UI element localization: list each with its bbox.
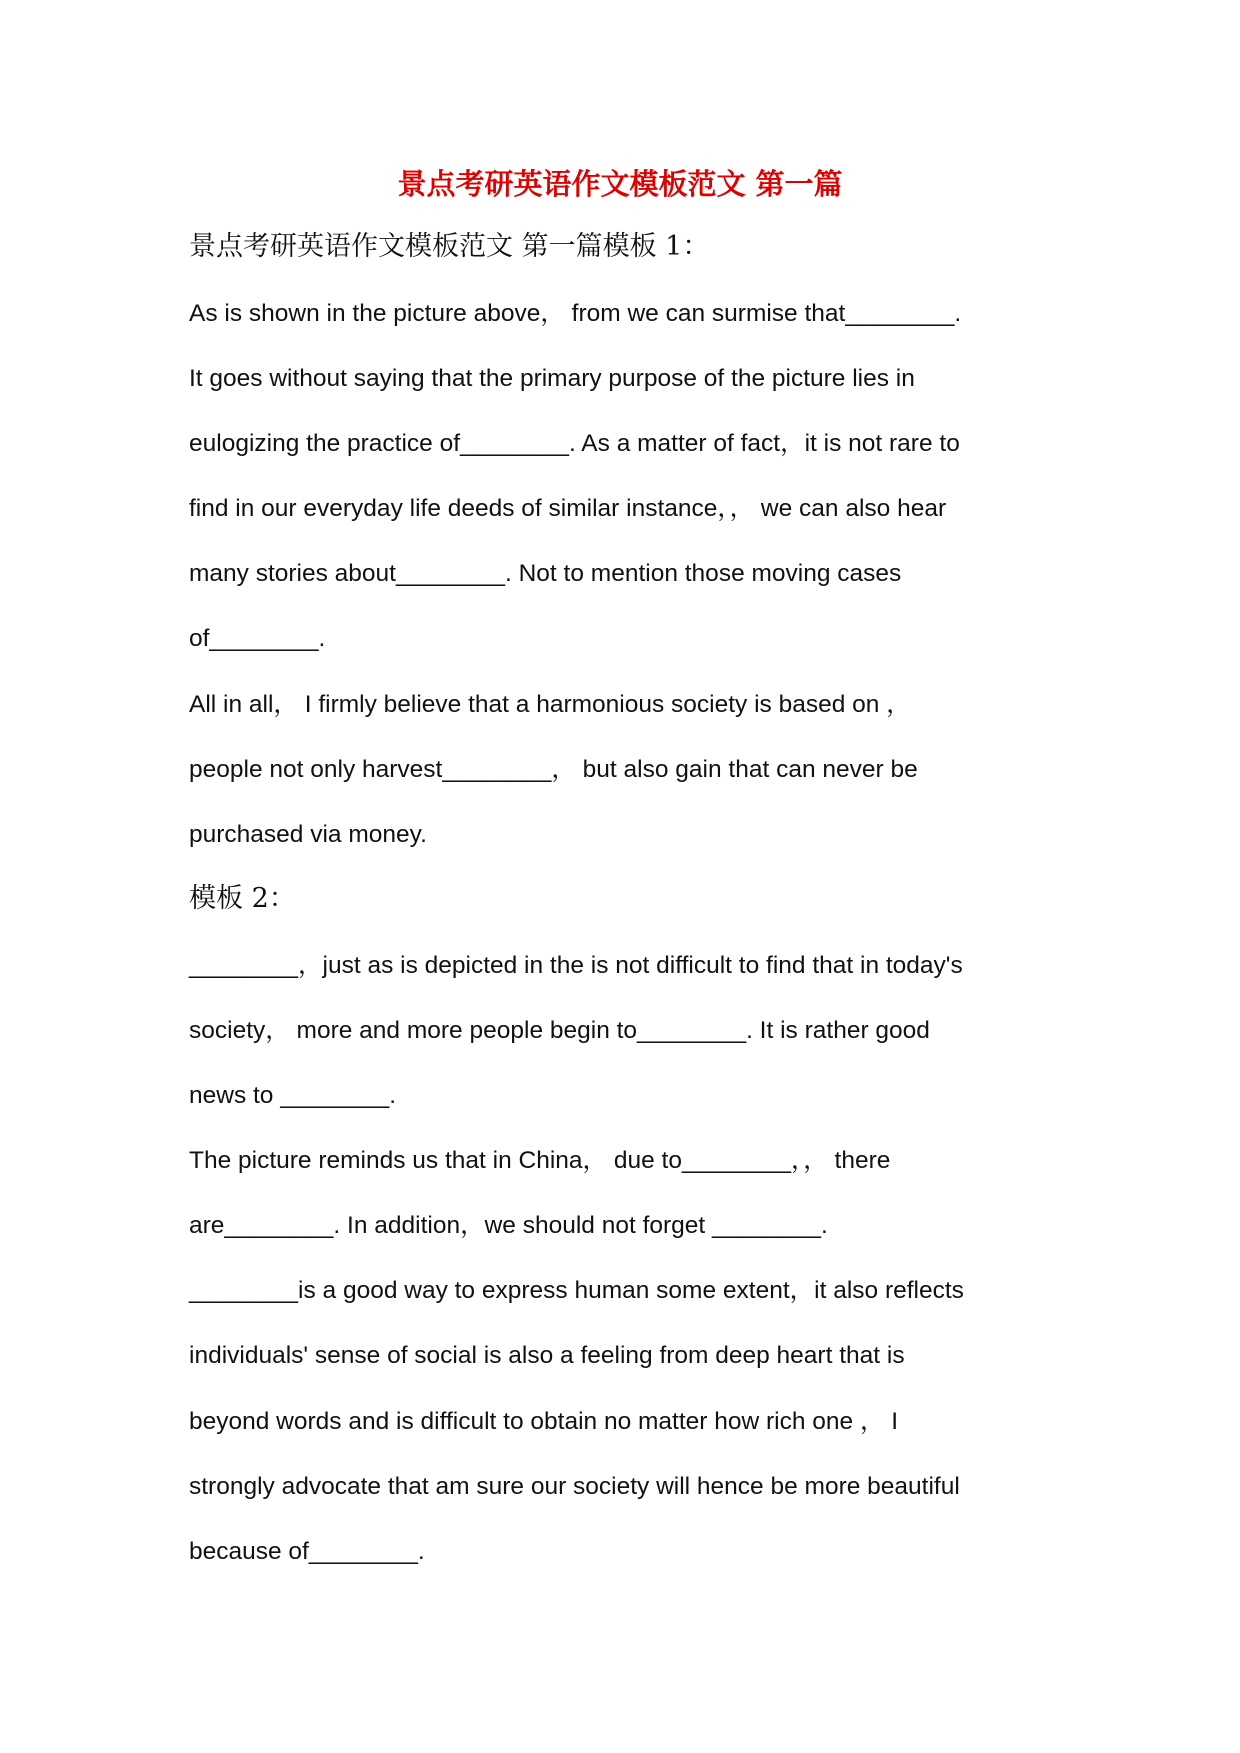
text-line: people not only harvest________， but also gain that can never be [189,756,918,783]
text-line: All in all， I firmly believe that a harmonious society is based on ， [189,691,911,718]
text-line: news to ________. [189,1082,397,1109]
text-line: purchased via money. [189,821,427,848]
text-line: ________，just as is depicted in the is not difficult to find that in today's [189,952,963,979]
text-line: individuals' sense of social is also a feeling from deep heart that is [189,1342,905,1369]
text-line: The picture reminds us that in China， due to________，， there [189,1147,891,1174]
text-line: many stories about________. Not to mention those moving cases [189,560,902,587]
document-title: 景点考研英语作文模板范文 第一篇 [397,167,843,201]
text-line: because of________. [189,1538,425,1565]
text-line: eulogizing the practice of________. As a matter of fact，it is not rare to [189,430,960,457]
text-line: beyond words and is difficult to obtain no matter how rich one ， I [189,1408,899,1435]
template2-heading: 模板 2： [189,883,296,914]
text-line: strongly advocate that am sure our society will hence be more beautiful [189,1473,960,1500]
text-line: are________. In addition，we should not forget ________. [189,1212,828,1239]
text-line: As is shown in the picture above， from we can surmise that________. [189,300,962,327]
text-line: find in our everyday life deeds of similar instance，， we can also hear [189,495,947,522]
text-line-content: It goes without saying that the primary purpose of the picture lies in [189,365,915,392]
template1-heading: 景点考研英语作文模板范文 第一篇模板 1： [189,231,710,262]
text-line [189,364,1057,394]
text-line: ________is a good way to express human some extent，it also reflects [189,1277,964,1304]
text-line: society， more and more people begin to________. It is rather good [189,1017,930,1044]
text-line: of________. [189,625,326,652]
